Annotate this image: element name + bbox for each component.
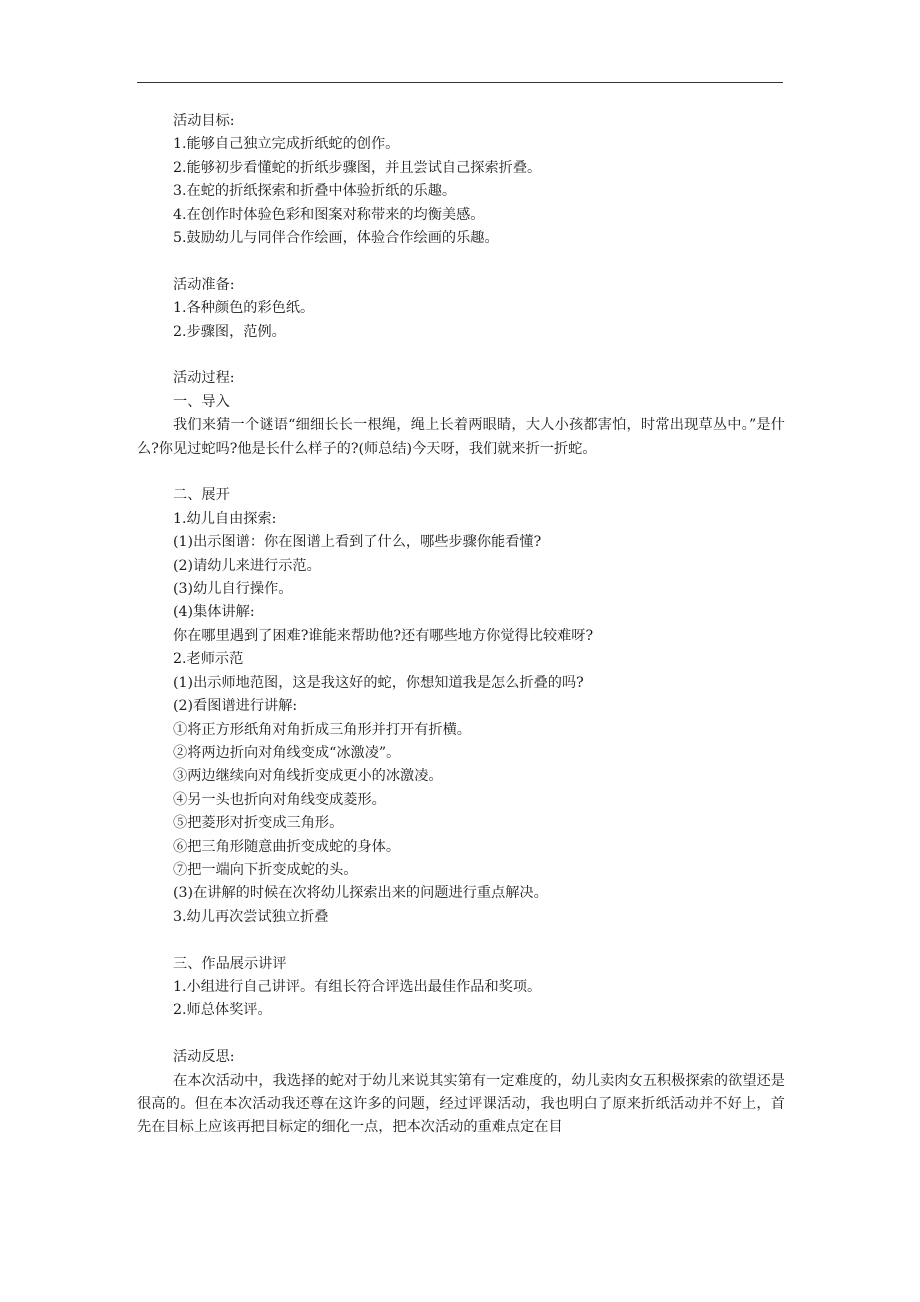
expand-line: 3.幼儿再次尝试独立折叠: [173, 908, 329, 925]
fold-step: ④另一头也折向对角线变成菱形。: [173, 791, 386, 808]
expand-line: (1)出示师地范图，这是我这好的蛇，你想知道我是怎么折叠的吗?: [173, 674, 584, 691]
fold-step: ①将正方形纸角对角折成三角形并打开有折横。: [173, 721, 471, 738]
goals-heading: 活动目标:: [173, 113, 235, 129]
goal-item: 1.能够自己独立完成折纸蛇的创作。: [173, 136, 400, 153]
expand-title: 二、展开: [173, 487, 230, 504]
intro-title: 一、导入: [173, 393, 230, 410]
fold-step: ⑦把一端向下折变成蛇的头。: [173, 861, 358, 878]
blank-line: [173, 344, 785, 367]
fold-step: ⑤把菱形对折变成三角形。: [173, 815, 344, 832]
goal-item: 2.能够初步看懂蛇的折纸步骤图，并且尝试自己探索折叠。: [173, 159, 542, 176]
intro-paragraph: 我们来猜一个谜语“细细长长一根绳，绳上长着两眼睛，大人小孩都害怕，时常出现草丛中。”是什么?你见过蛇吗?他是长什么样子的?(师总结)今天呀，我们就来折一折蛇。: [137, 417, 785, 457]
fold-step: ③两边继续向对角线折变成更小的冰激凌。: [173, 768, 443, 785]
blank-line: [173, 461, 785, 484]
prep-item: 2.步骤图，范例。: [173, 323, 286, 340]
reflection-heading: 活动反思:: [173, 1049, 235, 1066]
showcase-title: 三、作品展示讲评: [173, 955, 287, 972]
blank-line: [173, 929, 785, 952]
goal-item: 4.在创作时体验色彩和图案对称带来的均衡美感。: [173, 206, 485, 223]
expand-line: (2)请幼儿来进行示范。: [173, 557, 321, 574]
expand-line: (1)出示图谱：你在图谱上看到了什么，哪些步骤你能看懂?: [173, 534, 542, 551]
reflection-paragraph: 在本次活动中，我选择的蛇对于幼儿来说其实第有一定难度的，幼儿卖肉女五积极探索的欲望还是很高的。但在本次活动我还尊在这许多的问题，经过评课活动，我也明白了原来折纸活动并不好上，首先在目标上应该再把目标定的细化一点，把本次活动的重难点定在目: [137, 1072, 785, 1136]
goal-item: 5.鼓励幼儿与同伴合作绘画，体验合作绘画的乐趣。: [173, 230, 499, 247]
showcase-line: 1.小组进行自己讲评。有组长符合评选出最佳作品和奖项。: [173, 978, 542, 995]
expand-line: 你在哪里遇到了困难?谁能来帮助他?还有哪些地方你觉得比较难呀?: [173, 627, 594, 644]
expand-line: (3)在讲解的时候在次将幼儿探索出来的问题进行重点解决。: [173, 885, 548, 902]
expand-line: 2.老师示范: [173, 651, 244, 668]
expand-line: (4)集体讲解:: [173, 604, 255, 621]
fold-step: ②将两边折向对角线变成“冰激凌”。: [173, 744, 401, 761]
prep-item: 1.各种颜色的彩色纸。: [173, 300, 315, 317]
fold-step: ⑥把三角形随意曲折变成蛇的身体。: [173, 838, 401, 855]
prep-heading: 活动准备:: [173, 276, 235, 293]
document-body: [137, 110, 785, 1140]
goal-item: 3.在蛇的折纸探索和折叠中体验折纸的乐趣。: [173, 183, 457, 200]
showcase-line: 2.师总体奖评。: [173, 1002, 272, 1019]
header-rule: [137, 82, 783, 83]
expand-line: (2)看图谱进行讲解:: [173, 698, 298, 715]
expand-line: 1.幼儿自由探索:: [173, 510, 277, 527]
blank-line: [173, 250, 785, 273]
blank-line: [173, 1023, 785, 1046]
process-heading: 活动过程:: [173, 370, 235, 387]
expand-line: (3)幼儿自行操作。: [173, 581, 293, 598]
